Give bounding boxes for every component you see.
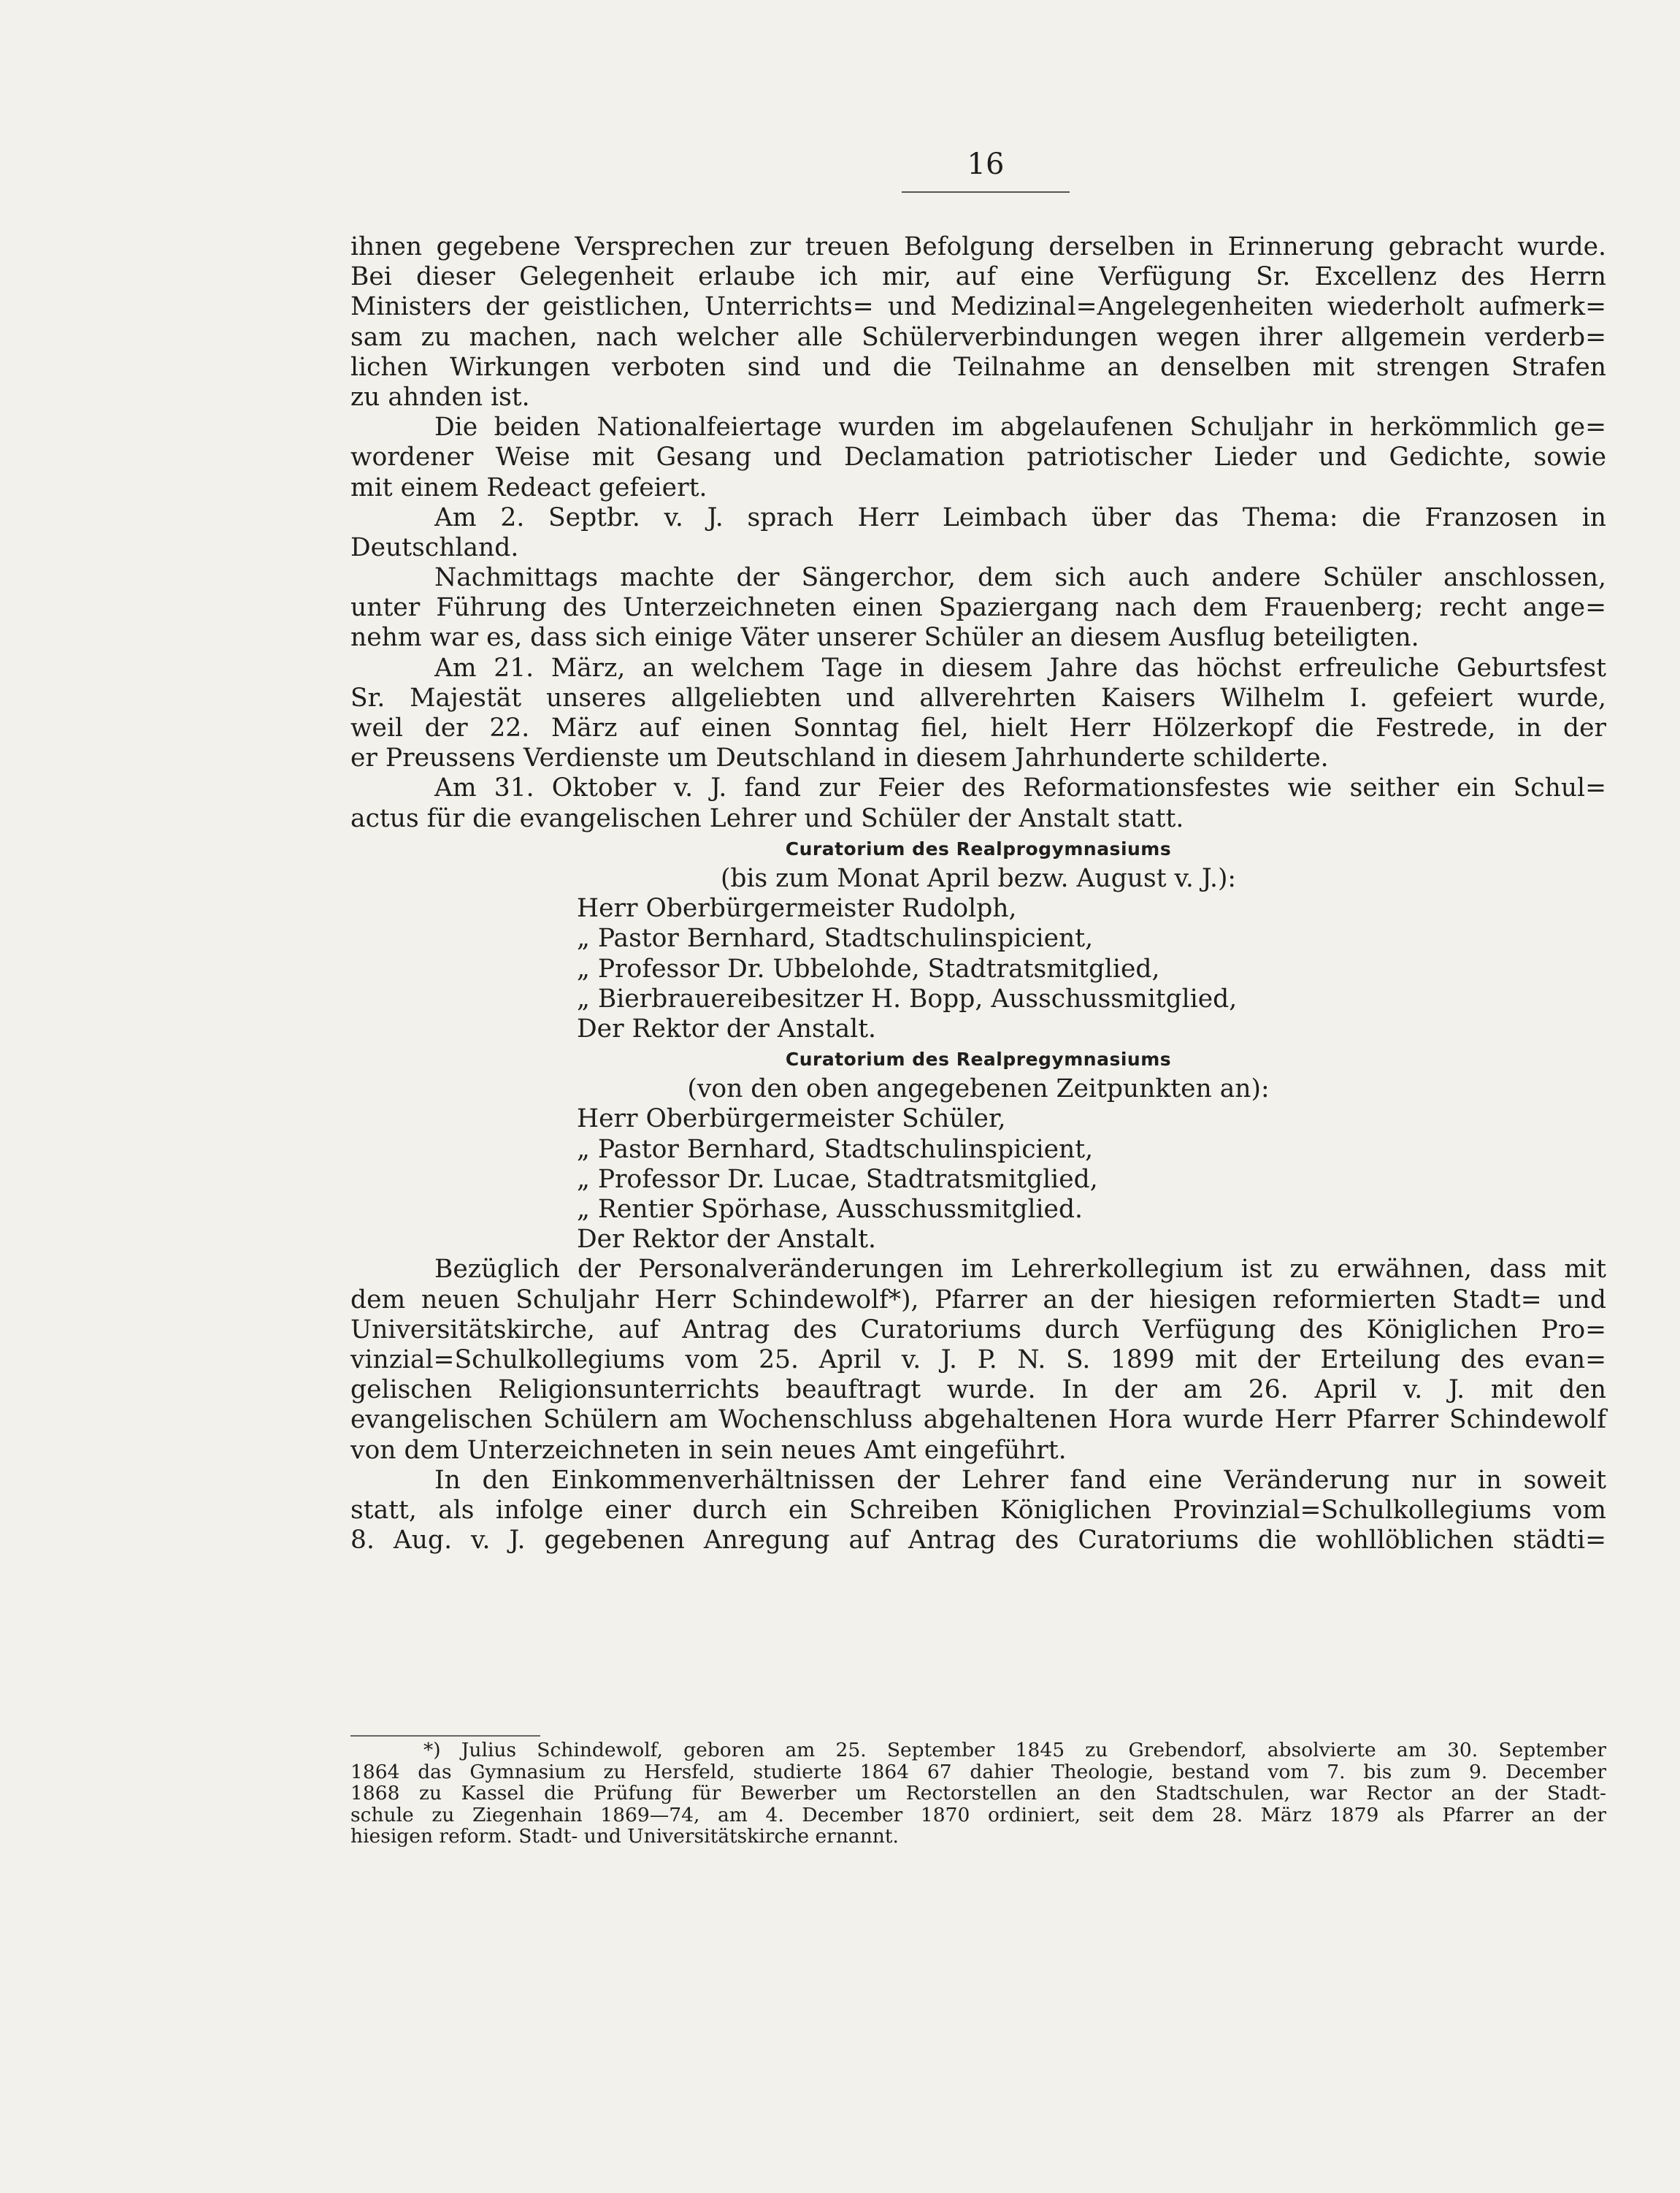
- text-line: Ministers der geistlichen, Unterrichts= und Medizinal=Angelegenheiten wiederholt aufmerk=: [350, 292, 1606, 322]
- text-line: Universitätskirche, auf Antrag des Curatoriums durch Verfügung des Königlichen Pro=: [350, 1314, 1606, 1344]
- text-line: gelischen Religionsunterrichts beauftragt wurde. In der am 26. April v. J. mit den: [350, 1375, 1606, 1405]
- page-number: 16: [967, 148, 1005, 181]
- text-line: actus für die evangelischen Lehrer und Schüler der Anstalt statt.: [350, 803, 1184, 833]
- footnote-line: *) Julius Schindewolf, geboren am 25. September 1845 zu Grebendorf, absolvierte am 30. September: [423, 1739, 1606, 1761]
- text-line: In den Einkommenverhältnissen der Lehrer fand eine Veränderung nur in soweit: [434, 1465, 1606, 1495]
- footnote-line: hiesigen reform. Stadt- und Universitätskirche ernannt.: [350, 1825, 899, 1848]
- text-line: er Preussens Verdienste um Deutschland in diesem Jahrhunderte schilderte.: [350, 743, 1329, 773]
- text-line: Herr Oberbürgermeister Schüler,: [577, 1104, 1006, 1134]
- footnote-line: 1868 zu Kassel die Prüfung für Bewerber um Rectorstellen an den Stadtschulen, war Rector an der Stadt-: [350, 1782, 1606, 1804]
- text-line: (bis zum Monat April bezw. August v. J.):: [720, 863, 1237, 893]
- text-line: Sr. Majestät unseres allgeliebten und allverehrten Kaisers Wilhelm I. gefeiert wurde,: [350, 683, 1606, 713]
- text-line: wordener Weise mit Gesang und Declamation patriotischer Lieder und Gedichte, sowie: [350, 443, 1606, 472]
- text-line: lichen Wirkungen verboten sind und die Teilnahme an denselben mit strengen Strafen: [350, 352, 1606, 382]
- text-line: evangelischen Schülern am Wochenschluss abgehaltenen Hora wurde Herr Pfarrer Schindewolf: [350, 1405, 1606, 1435]
- text-line: von dem Unterzeichneten in sein neues Amt eingeführt.: [350, 1435, 1067, 1465]
- text-line: Am 31. Oktober v. J. fand zur Feier des Reformationsfestes wie seither ein Schul=: [434, 773, 1606, 803]
- text-line: statt, als infolge einer durch ein Schreiben Königlichen Provinzial=Schulkollegiums vom: [350, 1495, 1606, 1525]
- text-line: (von den oben angegebenen Zeitpunkten an):: [687, 1074, 1270, 1104]
- text-line: Curatorium des Realpregymnasiums: [785, 1049, 1172, 1071]
- text-line: „ Professor Dr. Ubbelohde, Stadtratsmitglied,: [577, 954, 1160, 984]
- text-line: sam zu machen, nach welcher alle Schülerverbindungen wegen ihrer allgemein verderb=: [350, 322, 1606, 352]
- text-line: Deutschland.: [350, 532, 519, 562]
- text-line: 8. Aug. v. J. gegebenen Anregung auf Antrag des Curatoriums die wohllöblichen städti=: [350, 1526, 1606, 1555]
- text-line: vinzial=Schulkollegiums vom 25. April v. J. P. N. S. 1899 mit der Erteilung des evan=: [350, 1344, 1606, 1374]
- page-number-rule: [902, 191, 1070, 193]
- footnote-line: 1864 das Gymnasium zu Hersfeld, studierte 1864 67 dahier Theologie, bestand vom 7. bis zum 9. December: [350, 1760, 1606, 1783]
- text-line: „ Pastor Bernhard, Stadtschulinspicient,: [577, 1134, 1094, 1164]
- text-line: Die beiden Nationalfeiertage wurden im abgelaufenen Schuljahr in herkömmlich ge=: [434, 413, 1606, 443]
- text-line: nehm war es, dass sich einige Väter unserer Schüler an diesem Ausflug beteiligten.: [350, 623, 1419, 653]
- text-line: Nachmittags machte der Sängerchor, dem sich auch andere Schüler anschlossen,: [434, 563, 1606, 593]
- text-line: Herr Oberbürgermeister Rudolph,: [577, 894, 1017, 924]
- text-line: Am 2. Septbr. v. J. sprach Herr Leimbach über das Thema: die Franzosen in: [434, 502, 1606, 532]
- text-line: „ Rentier Spörhase, Ausschussmitglied.: [577, 1195, 1083, 1224]
- text-line: Der Rektor der Anstalt.: [577, 1225, 877, 1255]
- text-line: Am 21. März, an welchem Tage in diesem Jahre das höchst erfreuliche Geburtsfest: [434, 653, 1606, 683]
- footnotes: [350, 1740, 1606, 1848]
- text-line: „ Professor Dr. Lucae, Stadtratsmitglied,: [577, 1164, 1098, 1194]
- text-line: Bezüglich der Personalveränderungen im Lehrerkollegium ist zu erwähnen, dass mit: [434, 1255, 1606, 1285]
- text-line: „ Pastor Bernhard, Stadtschulinspicient,: [577, 924, 1094, 954]
- text-line: weil der 22. März auf einen Sonntag fiel, hielt Herr Hölzerkopf die Festrede, in der: [350, 713, 1606, 743]
- text-line: mit einem Redeact gefeiert.: [350, 472, 707, 502]
- footnote-line: schule zu Ziegenhain 1869—74, am 4. December 1870 ordiniert, seit dem 28. März 1879 als Pfarrer an der: [350, 1803, 1606, 1826]
- body-text: [350, 232, 1606, 1555]
- text-line: ihnen gegebene Versprechen zur treuen Befolgung derselben in Erinnerung gebracht wurde.: [350, 232, 1606, 261]
- text-line: „ Bierbrauereibesitzer H. Bopp, Ausschussmitglied,: [577, 984, 1238, 1014]
- text-line: dem neuen Schuljahr Herr Schindewolf*), Pfarrer an der hiesigen reformierten Stadt= und: [350, 1285, 1606, 1314]
- footnote-rule: [350, 1735, 540, 1737]
- text-line: Bei dieser Gelegenheit erlaube ich mir, auf eine Verfügung Sr. Excellenz des Herrn: [350, 262, 1606, 292]
- text-line: unter Führung des Unterzeichneten einen Spaziergang nach dem Frauenberg; recht ange=: [350, 593, 1606, 623]
- text-line: Der Rektor der Anstalt.: [577, 1014, 877, 1044]
- text-line: Curatorium des Realprogymnasiums: [785, 838, 1172, 860]
- text-line: zu ahnden ist.: [350, 382, 530, 412]
